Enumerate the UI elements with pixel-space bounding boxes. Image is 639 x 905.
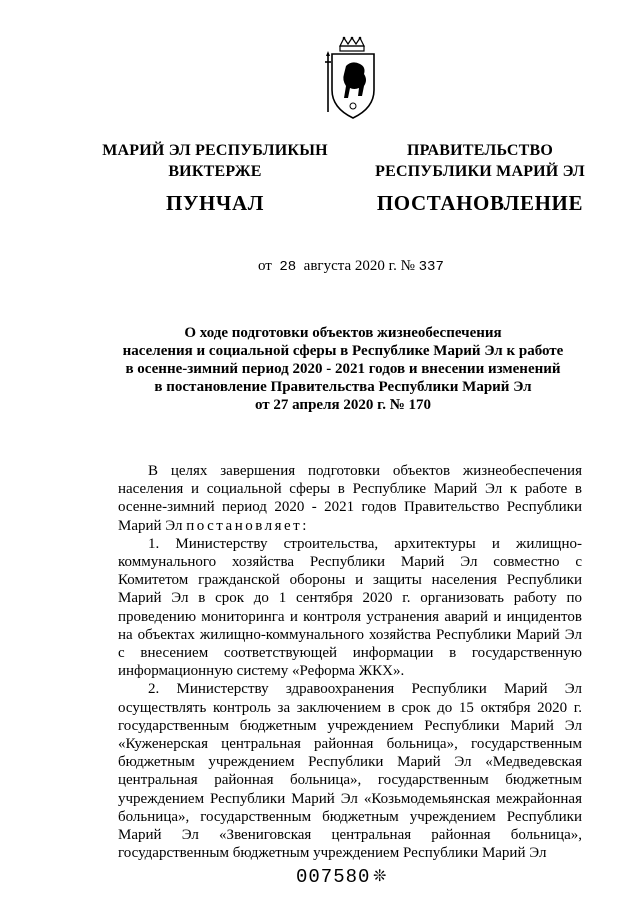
header-left-line2: ВИКТЕРЖЕ: [168, 163, 262, 180]
title-line: населения и социальной сферы в Республике Марий Эл к работе: [122, 343, 564, 359]
document-body: [118, 462, 582, 862]
header-right-line2: РЕСПУБЛИКИ МАРИЙ ЭЛ: [375, 163, 585, 180]
date-month-year: августа 2020 г. №: [303, 258, 415, 274]
title-line: от 27 апреля 2020 г. № 170: [254, 397, 432, 413]
date-prefix: от: [258, 258, 272, 274]
header-left: [95, 140, 335, 216]
coat-of-arms-icon: [318, 34, 378, 122]
serial-number: 007580: [296, 866, 371, 888]
title-line: в постановление Правительства Республики Марий Эл: [154, 379, 532, 395]
serial-mark-icon: ❊: [373, 868, 387, 885]
header-left-doc-type: ПУНЧАЛ: [166, 191, 264, 215]
header-right-line1: ПРАВИТЕЛЬСТВО: [406, 142, 554, 159]
date-day: 28: [279, 259, 297, 275]
header-left-line1: МАРИЙ ЭЛ РЕСПУБЛИКЫН: [102, 142, 328, 159]
title-line: в осенне-зимний период 2020 - 2021 годов и внесении изменений: [125, 361, 561, 377]
document-title: [95, 324, 591, 414]
intro-paragraph: [118, 462, 582, 535]
title-line: О ходе подготовки объектов жизнеобеспечения: [184, 325, 502, 341]
header-right: [355, 140, 605, 216]
header-right-doc-type: ПОСТАНОВЛЕНИЕ: [376, 191, 584, 215]
date-line: [258, 256, 444, 277]
intro-text: В целях завершения подготовки объектов жизнеобеспечения населения и социальной сферы в Республике Марий Эл к работе в осенне-зимний период 2020 - 2021 годов Правительство Республики Марий Эл: [118, 463, 582, 534]
document-number: 337: [418, 259, 444, 275]
paragraph-1: 1. Министерству строительства, архитектуры и жилищно-коммунального хозяйства Республики Марий Эл совместно с Комитетом гражданской обороны и защиты населения Республики Марий Эл в срок до 1 сентября 2020 г. организовать работу по проведению мониторинга и контроля устранения аварий и инцидентов на объектах жилищно-коммунального хозяйства Республики Марий Эл с внесением соответствующей информации в государственную информационную систему «Реформа ЖКХ».: [118, 535, 582, 680]
resolves-word: постановляет:: [186, 517, 309, 534]
paragraph-2: 2. Министерству здравоохранения Республики Марий Эл осуществлять контроль за заключением в срок до 15 октября 2020 г. государственным бюджетным учреждением Республики Марий Эл «Куженерская центральная районная больница», государственным бюджетным учреждением Республики Марий Эл «Медведевская центральная районная больница», государственным бюджетным учреждением Республики Марий Эл «Козьмодемьянская межрайонная больница», государственным бюджетным учреждением Республики Марий Эл «Звениговская центральная районная больница», государственным бюджетным учреждением Республики Марий Эл: [118, 681, 582, 862]
